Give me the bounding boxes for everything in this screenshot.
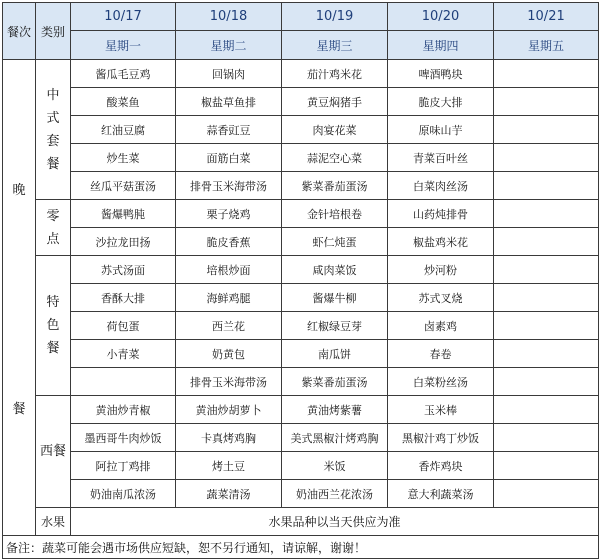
dish-cell xyxy=(494,172,599,200)
dish-cell: 红油豆腐 xyxy=(71,116,176,144)
meal-label xyxy=(3,60,36,536)
dish-cell: 奶黄包 xyxy=(176,340,282,368)
dish-cell: 香酥大排 xyxy=(71,284,176,312)
weekday-header: 星期一 xyxy=(71,31,176,60)
dish-cell xyxy=(494,284,599,312)
dish-cell: 炒生菜 xyxy=(71,144,176,172)
dish-cell xyxy=(494,396,599,424)
category-special-char: 特 xyxy=(46,295,60,310)
menu-table xyxy=(2,2,599,559)
menu-row xyxy=(3,340,599,368)
menu-row xyxy=(3,256,599,284)
dish-cell xyxy=(494,480,599,508)
dish-cell: 米饭 xyxy=(282,452,388,480)
date-header: 10/19 xyxy=(282,3,388,31)
dish-cell: 苏式叉烧 xyxy=(388,284,494,312)
category-fruit: 水果 xyxy=(36,508,71,536)
dish-cell: 荷包蛋 xyxy=(71,312,176,340)
dish-cell xyxy=(494,452,599,480)
dish-cell xyxy=(494,424,599,452)
dish-cell xyxy=(494,60,599,88)
dish-cell: 卡真烤鸡胸 xyxy=(176,424,282,452)
weekday-header: 星期二 xyxy=(176,31,282,60)
dish-cell: 蒜泥空心菜 xyxy=(282,144,388,172)
dish-cell xyxy=(494,340,599,368)
dish-cell: 椒盐草鱼排 xyxy=(176,88,282,116)
dish-cell: 蒜香豇豆 xyxy=(176,116,282,144)
category-special xyxy=(36,256,71,396)
dish-cell: 山药炖排骨 xyxy=(388,200,494,228)
dish-cell: 脆皮香蕉 xyxy=(176,228,282,256)
fruit-row xyxy=(3,508,599,536)
menu-row xyxy=(3,452,599,480)
menu-row xyxy=(3,284,599,312)
date-header: 10/20 xyxy=(388,3,494,31)
dish-cell: 丝瓜平菇蛋汤 xyxy=(71,172,176,200)
dish-cell xyxy=(494,368,599,396)
dish-cell: 黄豆焖猪手 xyxy=(282,88,388,116)
category-snack-char: 点 xyxy=(46,231,60,247)
dish-cell: 排骨玉米海带汤 xyxy=(176,172,282,200)
dish-cell: 咸肉菜饭 xyxy=(282,256,388,284)
dish-cell: 炒河粉 xyxy=(388,256,494,284)
dish-cell: 青菜百叶丝 xyxy=(388,144,494,172)
dish-cell: 玉米棒 xyxy=(388,396,494,424)
dish-cell: 金针培根卷 xyxy=(282,200,388,228)
fruit-note: 水果品种以当天供应为准 xyxy=(71,508,599,536)
category-header: 类别 xyxy=(36,3,71,60)
dish-cell: 白菜粉丝汤 xyxy=(388,368,494,396)
category-snack xyxy=(36,200,71,256)
dish-cell: 排骨玉米海带汤 xyxy=(176,368,282,396)
menu-row xyxy=(3,424,599,452)
category-chinese-char: 套 xyxy=(46,133,60,149)
category-chinese xyxy=(36,60,71,200)
dish-cell: 奶油西兰花浓汤 xyxy=(282,480,388,508)
menu-row xyxy=(3,368,599,396)
dish-cell: 沙拉龙田扬 xyxy=(71,228,176,256)
menu-row xyxy=(3,396,599,424)
dish-cell: 小青菜 xyxy=(71,340,176,368)
dish-cell: 紫菜番茄蛋汤 xyxy=(282,172,388,200)
menu-row xyxy=(3,312,599,340)
dish-cell: 紫菜番茄蛋汤 xyxy=(282,368,388,396)
dish-cell xyxy=(494,200,599,228)
dish-cell xyxy=(494,228,599,256)
weekday-header-row xyxy=(3,31,599,60)
date-header: 10/18 xyxy=(176,3,282,31)
dish-cell: 酱爆牛柳 xyxy=(282,284,388,312)
menu-row xyxy=(3,200,599,228)
dish-cell: 阿拉丁鸡排 xyxy=(71,452,176,480)
dish-cell xyxy=(71,368,176,396)
category-western: 西餐 xyxy=(36,396,71,508)
dish-cell: 酸菜鱼 xyxy=(71,88,176,116)
meal-char: 晚 xyxy=(12,182,26,198)
dish-cell: 椒盐鸡米花 xyxy=(388,228,494,256)
menu-row xyxy=(3,116,599,144)
category-chinese-char: 餐 xyxy=(46,156,60,172)
dish-cell: 黑椒汁鸡丁炒饭 xyxy=(388,424,494,452)
note-row xyxy=(3,536,599,559)
category-snack-char: 零 xyxy=(46,208,60,224)
dish-cell: 酱爆鸭肫 xyxy=(71,200,176,228)
menu-row xyxy=(3,172,599,200)
menu-row xyxy=(3,480,599,508)
category-chinese-char: 中 xyxy=(46,87,60,103)
dish-cell: 南瓜饼 xyxy=(282,340,388,368)
dish-cell: 奶油南瓜浓汤 xyxy=(71,480,176,508)
dish-cell: 白菜肉丝汤 xyxy=(388,172,494,200)
category-special-char: 餐 xyxy=(46,341,60,356)
date-header: 10/21 xyxy=(494,3,599,31)
dish-cell: 海鲜鸡腿 xyxy=(176,284,282,312)
menu-row xyxy=(3,88,599,116)
menu-row xyxy=(3,228,599,256)
dish-cell: 酱瓜毛豆鸡 xyxy=(71,60,176,88)
dish-cell: 蔬菜清汤 xyxy=(176,480,282,508)
dish-cell: 培根炒面 xyxy=(176,256,282,284)
dish-cell: 黄油烤紫薯 xyxy=(282,396,388,424)
weekday-header: 星期四 xyxy=(388,31,494,60)
dish-cell: 墨西哥牛肉炒饭 xyxy=(71,424,176,452)
dish-cell: 红椒绿豆芽 xyxy=(282,312,388,340)
weekday-header: 星期三 xyxy=(282,31,388,60)
dish-cell xyxy=(494,312,599,340)
date-header: 10/17 xyxy=(71,3,176,31)
dish-cell: 黄油炒青椒 xyxy=(71,396,176,424)
dish-cell: 脆皮大排 xyxy=(388,88,494,116)
dish-cell: 烤土豆 xyxy=(176,452,282,480)
dish-cell: 美式黑椒汁烤鸡胸 xyxy=(282,424,388,452)
dish-cell: 黄油炒胡萝卜 xyxy=(176,396,282,424)
dish-cell: 香炸鸡块 xyxy=(388,452,494,480)
dish-cell: 茄汁鸡米花 xyxy=(282,60,388,88)
category-chinese-char: 式 xyxy=(46,110,60,126)
category-special-char: 色 xyxy=(46,318,60,333)
dish-cell xyxy=(494,88,599,116)
dish-cell xyxy=(494,144,599,172)
meal-header: 餐次 xyxy=(3,3,36,60)
dish-cell: 虾仁炖蛋 xyxy=(282,228,388,256)
remark-note: 备注：蔬菜可能会遇市场供应短缺，恕不另行通知，请谅解，谢谢！ xyxy=(3,536,599,559)
dish-cell: 苏式汤面 xyxy=(71,256,176,284)
dish-cell: 西兰花 xyxy=(176,312,282,340)
dish-cell: 肉宴花菜 xyxy=(282,116,388,144)
dish-cell: 栗子烧鸡 xyxy=(176,200,282,228)
menu-row xyxy=(3,60,599,88)
date-header-row xyxy=(3,3,599,31)
dish-cell: 啤酒鸭块 xyxy=(388,60,494,88)
dish-cell xyxy=(494,256,599,284)
meal-char: 餐 xyxy=(12,401,26,417)
dish-cell: 春卷 xyxy=(388,340,494,368)
dish-cell: 面筋白菜 xyxy=(176,144,282,172)
dish-cell: 卤素鸡 xyxy=(388,312,494,340)
weekday-header: 星期五 xyxy=(494,31,599,60)
dish-cell: 意大利蔬菜汤 xyxy=(388,480,494,508)
dish-cell: 原味山芋 xyxy=(388,116,494,144)
menu-row xyxy=(3,144,599,172)
dish-cell: 回锅肉 xyxy=(176,60,282,88)
dish-cell xyxy=(494,116,599,144)
